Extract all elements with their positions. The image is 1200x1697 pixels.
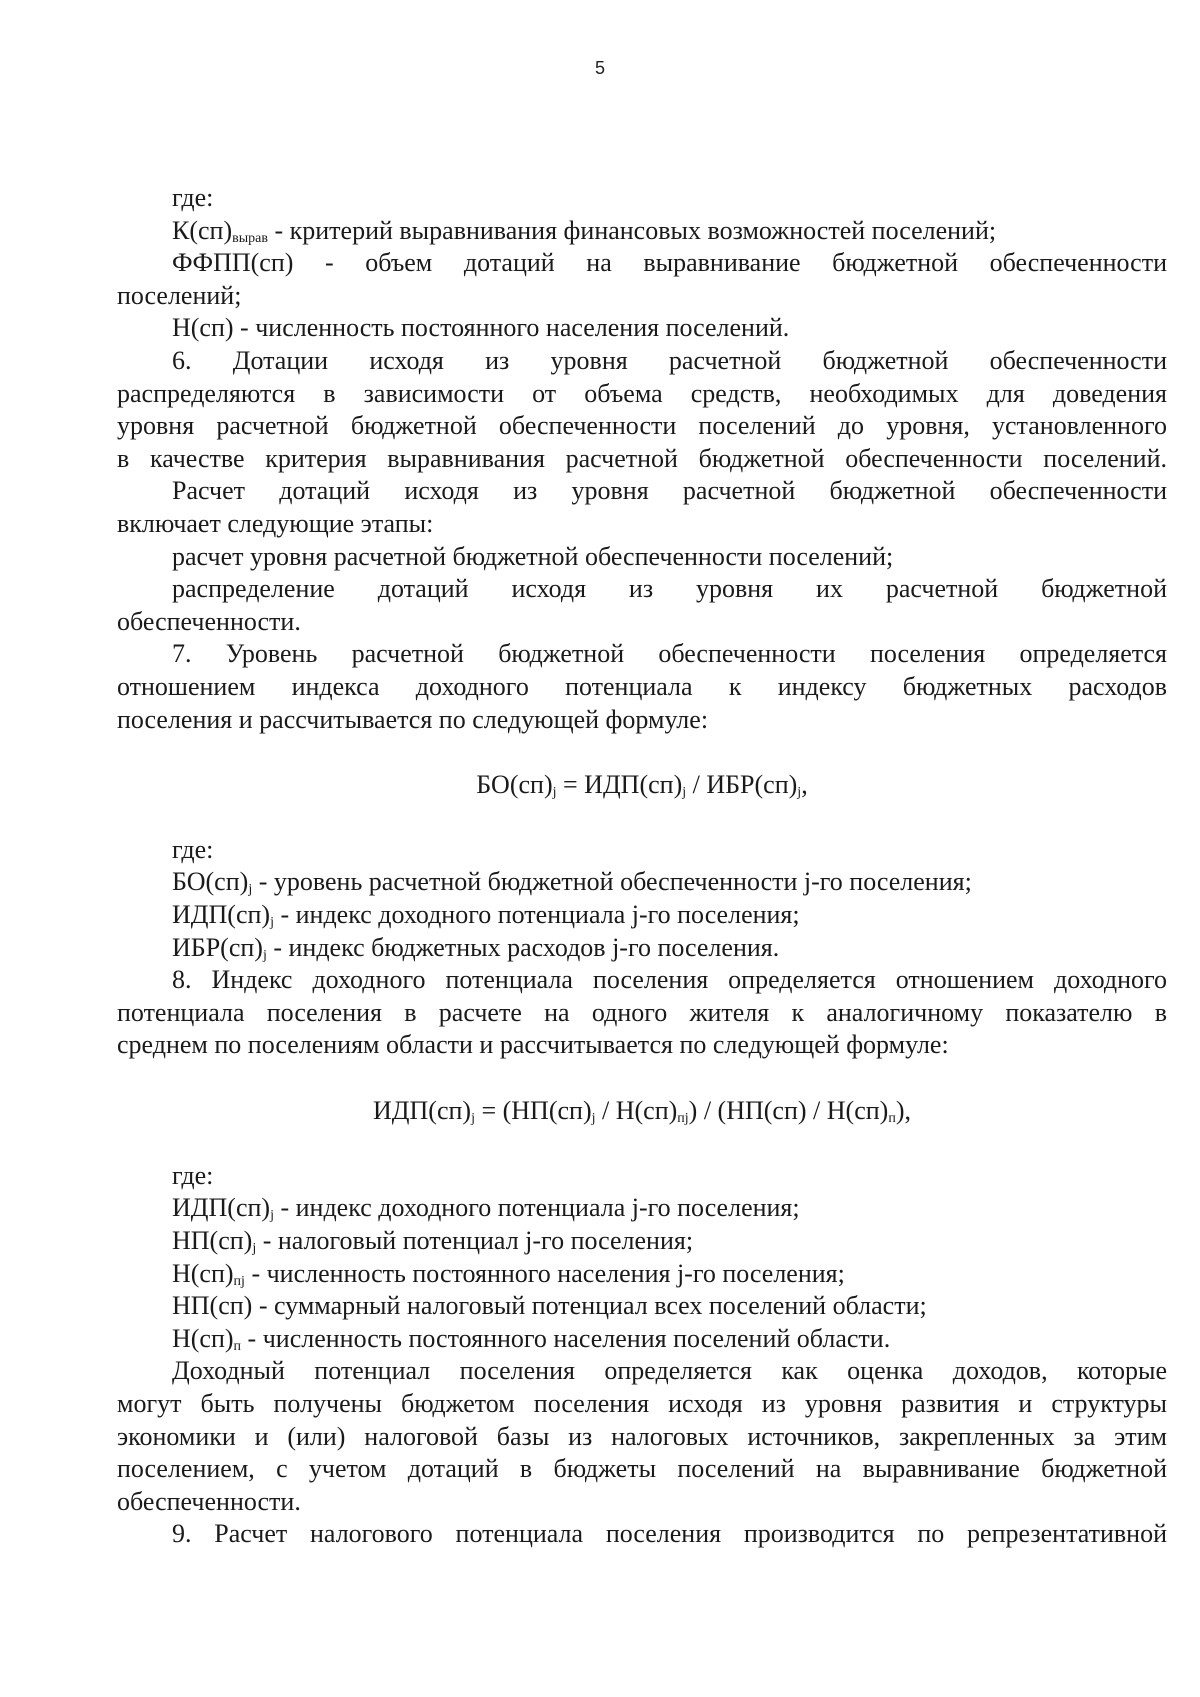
text-line <box>117 475 1167 508</box>
text-run: ИБР(сп) <box>172 932 263 962</box>
text-run: - уровень расчетной бюджетной обеспеченности j-го поселения; <box>252 867 972 897</box>
text-line <box>117 1290 1167 1323</box>
text-run: где: <box>172 834 214 864</box>
formula <box>117 1095 1167 1128</box>
text-line <box>117 1486 1167 1519</box>
text-line <box>117 410 1167 443</box>
text-run: = ИДП(сп) <box>556 769 683 799</box>
text-run: 9. Расчет налогового потенциала поселения производится по репрезентативной <box>172 1519 1167 1549</box>
text-run: - индекс доходного потенциала j-го поселения; <box>273 900 800 930</box>
text-line <box>117 899 1167 932</box>
text-line <box>117 997 1167 1030</box>
text-run: ), <box>895 1095 911 1125</box>
subscript: j <box>262 947 267 963</box>
subscript: пj <box>233 1273 245 1289</box>
text-line <box>117 443 1167 476</box>
subscript: j <box>682 784 687 800</box>
text-run: НП(сп) - суммарный налоговый потенциал всех поселений области; <box>172 1291 927 1321</box>
text-run: ИДП(сп) <box>172 900 271 930</box>
text-run: распределяются в зависимости от объема средств, необходимых для доведения <box>117 378 1167 408</box>
text-line <box>117 247 1167 280</box>
text-run: отношением индекса доходного потенциала к индексу бюджетных расходов <box>117 671 1167 701</box>
text-line <box>117 345 1167 378</box>
text-line <box>117 866 1167 899</box>
text-run: уровня расчетной бюджетной обеспеченности поселений до уровня, установленного <box>117 411 1167 441</box>
text-line <box>117 378 1167 411</box>
text-line <box>117 671 1167 704</box>
text-run: БО(сп) <box>172 867 249 897</box>
text-line <box>117 1421 1167 1454</box>
text-line <box>117 1453 1167 1486</box>
page-number: 5 <box>594 58 605 78</box>
subscript: j <box>270 1208 274 1224</box>
text-run: = (НП(сп) <box>474 1095 592 1125</box>
text-line <box>117 638 1167 671</box>
text-run: - индекс доходного потенциала j-го поселения; <box>273 1193 800 1223</box>
text-line <box>117 1160 1167 1193</box>
text-run: 8. Индекс доходного потенциала поселения определяется отношением доходного <box>172 965 1167 995</box>
subscript: п <box>233 1338 242 1354</box>
text-line <box>117 1355 1167 1388</box>
subscript: j <box>591 1110 596 1126</box>
text-line <box>117 1518 1167 1551</box>
text-run: , <box>801 769 808 799</box>
text-run: 7. Уровень расчетной бюджетной обеспеченности поселения определяется <box>172 639 1167 669</box>
text-run: Расчет дотаций исходя из уровня расчетной бюджетной обеспеченности <box>172 476 1167 506</box>
subscript: j <box>270 915 274 931</box>
subscript: j <box>471 1110 475 1126</box>
subscript: j <box>797 784 802 800</box>
text-run: НП(сп) <box>172 1226 253 1255</box>
subscript: пj <box>677 1110 689 1126</box>
text-run: экономики и (или) налоговой базы из налоговых источников, закрепленных за этим <box>117 1421 1167 1451</box>
text-run: ФФПП(сп) - объем дотаций на выравнивание бюджетной обеспеченности <box>172 248 1167 278</box>
text-run: ИДП(сп) <box>172 1193 271 1223</box>
text-run: / Н(сп) <box>595 1095 678 1125</box>
text-line <box>117 1388 1167 1421</box>
text-line <box>117 573 1167 606</box>
text-line <box>117 541 1167 574</box>
text-run: Н(сп) <box>172 1258 234 1288</box>
text-run: где: <box>172 183 214 212</box>
text-run: ИДП(сп) <box>373 1095 472 1125</box>
text-line <box>117 280 1167 313</box>
subscript: j <box>248 882 253 898</box>
text-run: - численность постоянного населения поселений области. <box>241 1323 891 1353</box>
spacer <box>117 1062 1167 1095</box>
text-line <box>117 964 1167 997</box>
spacer <box>117 801 1167 834</box>
formula <box>117 769 1167 802</box>
text-run: поселением, с учетом дотаций в бюджеты поселений на выравнивание бюджетной <box>117 1454 1167 1484</box>
text-line <box>117 1258 1167 1291</box>
subscript: j <box>252 1241 257 1256</box>
text-run: К(сп) <box>172 215 233 245</box>
text-run: / ИБР(сп) <box>686 769 798 799</box>
spacer <box>117 736 1167 769</box>
text-run: Доходный потенциал поселения определяется как оценка доходов, которые <box>172 1356 1167 1386</box>
text-line <box>117 508 1167 541</box>
text-run: где: <box>172 1160 214 1190</box>
text-run: БО(сп) <box>476 769 553 799</box>
text-run: обеспеченности. <box>117 606 301 636</box>
text-run: - налоговый потенциал j-го поселения; <box>256 1226 694 1255</box>
text-run: включает следующие этапы: <box>117 508 434 538</box>
text-run: расчет уровня расчетной бюджетной обеспеченности поселений; <box>172 541 894 571</box>
text-run: потенциала поселения в расчете на одного жителя к аналогичному показателю в <box>117 997 1167 1027</box>
text-line <box>117 312 1167 345</box>
text-run: обеспеченности. <box>117 1486 301 1516</box>
text-line <box>117 834 1167 867</box>
text-line <box>117 606 1167 639</box>
text-line <box>117 704 1167 737</box>
document-body <box>117 182 1167 1551</box>
text-run: ) / (НП(сп) / Н(сп) <box>688 1095 889 1125</box>
subscript: вырав <box>232 230 268 246</box>
text-line <box>117 1225 1167 1258</box>
text-run: 6. Дотации исходя из уровня расчетной бюджетной обеспеченности <box>172 345 1167 375</box>
text-run: - индекс бюджетных расходов j-го поселения. <box>266 932 780 962</box>
text-run: распределение дотаций исходя из уровня их расчетной бюджетной <box>172 574 1167 604</box>
text-run: среднем по поселениям области и рассчитывается по следующей формуле: <box>117 1030 949 1060</box>
text-line <box>117 1323 1167 1356</box>
text-run: Н(сп) <box>172 1323 234 1353</box>
subscript: п <box>888 1110 896 1126</box>
text-run: в качестве критерия выравнивания расчетной бюджетной обеспеченности поселений. <box>117 443 1167 473</box>
subscript: j <box>552 784 557 800</box>
text-run: - критерий выравнивания финансовых возможностей поселений; <box>267 215 997 245</box>
text-line <box>117 1029 1167 1062</box>
text-line <box>117 1192 1167 1225</box>
text-line <box>117 215 1167 248</box>
text-line <box>117 182 1167 215</box>
text-run: Н(сп) - численность постоянного населения поселений. <box>172 313 790 343</box>
text-run: поселения и рассчитывается по следующей формуле: <box>117 704 709 734</box>
text-run: - численность постоянного населения j-го поселения; <box>244 1258 845 1288</box>
text-line <box>117 932 1167 965</box>
text-run: поселений; <box>117 280 242 310</box>
text-run: могут быть получены бюджетом поселения исходя из уровня развития и структуры <box>117 1388 1167 1418</box>
spacer <box>117 1127 1167 1160</box>
